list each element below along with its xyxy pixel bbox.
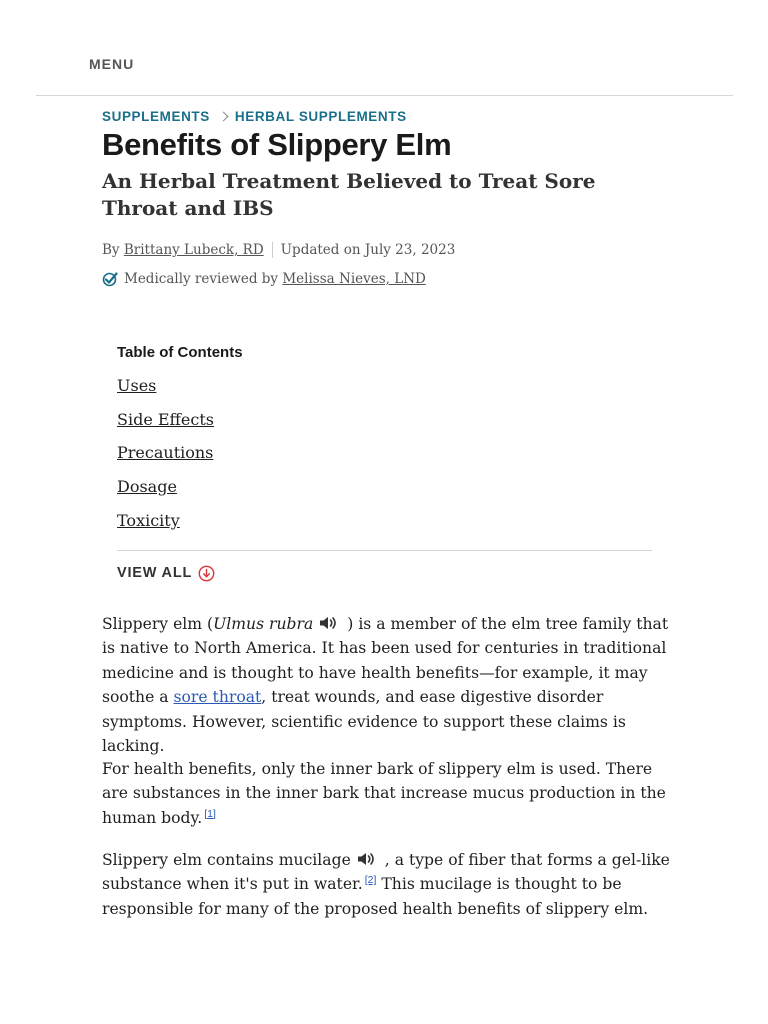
checkmark-badge-icon xyxy=(102,271,118,287)
paragraph-text: Slippery elm contains mucilage xyxy=(102,851,351,869)
scientific-name: Ulmus rubra xyxy=(213,615,314,633)
paragraph-text: Slippery elm ( xyxy=(102,615,214,633)
breadcrumb-supplements[interactable]: SUPPLEMENTS xyxy=(102,108,210,124)
circle-arrow-down-icon xyxy=(198,565,215,582)
view-all-button[interactable] xyxy=(117,562,215,584)
toc-divider xyxy=(117,550,652,551)
paragraph-text: , treat wounds, and ease digestive disorder symptoms. However, scientific evidence to support these claims is lacking. xyxy=(102,688,626,756)
list-item xyxy=(117,443,652,477)
toc-link-dosage[interactable]: Dosage xyxy=(117,477,177,497)
page-subtitle: An Herbal Treatment Believed to Treat Sore Throat and IBS xyxy=(102,169,596,220)
paragraph-text: ) is a member of the elm tree family that is native to North America. It has been used for centuries in traditional medicine and is thought to have health benefits—for example, it may soothe a xyxy=(102,615,669,707)
view-all-label: VIEW ALL xyxy=(117,565,193,581)
updated-date: Updated on July 23, 2023 xyxy=(280,242,456,258)
toc-link-uses[interactable]: Uses xyxy=(117,376,157,395)
citation-link[interactable]: [2] xyxy=(364,874,377,887)
list-item xyxy=(117,410,652,444)
toc-list xyxy=(117,376,652,544)
page-title: Benefits of Slippery Elm xyxy=(102,127,452,162)
toc-link-precautions[interactable]: Precautions xyxy=(117,443,214,463)
byline xyxy=(102,240,455,260)
byline-prefix: By xyxy=(102,242,120,258)
paragraph-text: , a type of fiber that forms a gel-like substance when it's put in water. xyxy=(102,851,670,894)
toc-link-side-effects[interactable]: Side Effects xyxy=(117,409,214,429)
citation-link[interactable]: [1] xyxy=(204,807,216,820)
reviewer-link[interactable]: Melissa Nieves, LND xyxy=(282,271,426,287)
speaker-icon[interactable] xyxy=(355,851,377,867)
paragraph-text: This mucilage is thought to be responsible for many of the proposed health benefits of slippery elm. xyxy=(102,875,649,918)
top-navigation-bar xyxy=(36,0,733,96)
speaker-icon[interactable] xyxy=(317,615,339,631)
list-item xyxy=(117,511,652,545)
paragraph-text: For health benefits, only the inner bark of slippery elm is used. There are substances in the inner bark that increase mucus production in the human body. xyxy=(102,760,666,827)
chevron-right-icon xyxy=(218,111,228,121)
toc-title: Table of Contents xyxy=(117,344,243,361)
table-of-contents xyxy=(117,340,652,544)
breadcrumb-herbal-supplements[interactable]: HERBAL SUPPLEMENTS xyxy=(234,108,407,124)
medical-review-line xyxy=(102,269,426,289)
list-item xyxy=(117,376,652,410)
menu-button[interactable]: MENU xyxy=(89,56,135,72)
body-paragraph xyxy=(102,848,672,921)
breadcrumb xyxy=(102,107,407,125)
body-paragraph xyxy=(102,757,672,830)
list-item xyxy=(117,477,652,511)
body-paragraph xyxy=(102,612,672,758)
reviewed-prefix: Medically reviewed by xyxy=(124,271,279,287)
author-link[interactable]: Brittany Lubeck, RD xyxy=(123,242,264,258)
byline-divider xyxy=(272,242,273,258)
toc-link-toxicity[interactable]: Toxicity xyxy=(117,510,180,530)
sore-throat-link[interactable]: sore throat xyxy=(173,688,262,707)
